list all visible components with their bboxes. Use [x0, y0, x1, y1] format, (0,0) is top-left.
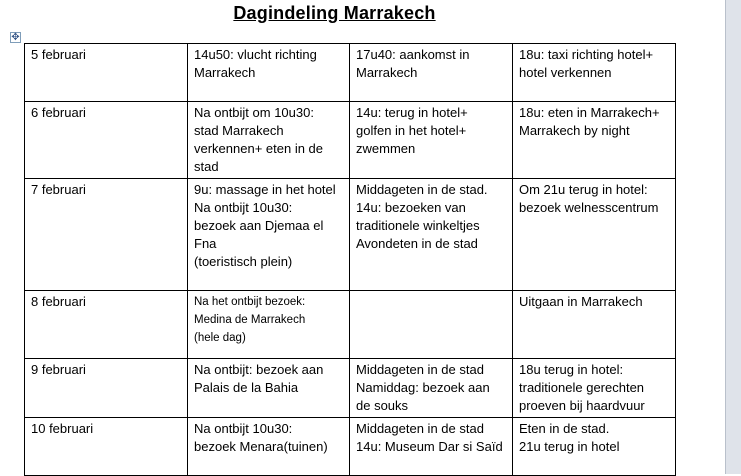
- day-cell[interactable]: [25, 418, 188, 476]
- schedule-table: [24, 43, 676, 476]
- activity-cell[interactable]: [350, 291, 513, 359]
- activity-cell[interactable]: [188, 359, 350, 418]
- table-row: [25, 291, 676, 359]
- activity-cell[interactable]: [188, 44, 350, 102]
- activity-cell[interactable]: [188, 291, 350, 359]
- activity-cell[interactable]: [188, 418, 350, 476]
- table-row: [25, 418, 676, 476]
- activity-text: Middageten in de stad. 14u: bezoeken van traditionele winkeltjes Avondeten in de stad: [356, 182, 488, 251]
- table-row: [25, 179, 676, 291]
- activity-text: Middageten in de stad 14u: Museum Dar si Saïd: [356, 421, 503, 454]
- activity-text: Na ontbijt om 10u30: stad Marrakech verkennen+ eten in de stad: [194, 105, 324, 174]
- activity-cell[interactable]: [513, 179, 676, 291]
- activity-text: Om 21u terug in hotel: bezoek welnesscentrum: [519, 182, 659, 215]
- day-cell[interactable]: [25, 291, 188, 359]
- activity-cell[interactable]: [350, 359, 513, 418]
- table-row: [25, 44, 676, 102]
- activity-text: 17u40: aankomst in Marrakech: [356, 47, 470, 80]
- activity-cell[interactable]: [350, 102, 513, 179]
- activity-cell[interactable]: [513, 291, 676, 359]
- document-title: Dagindeling Marrakech: [233, 3, 436, 23]
- day-label: 10 februari: [31, 421, 94, 436]
- activity-text: Eten in de stad. 21u terug in hotel: [519, 421, 620, 454]
- activity-cell[interactable]: [513, 44, 676, 102]
- day-label: 5 februari: [31, 47, 86, 62]
- day-label: 7 februari: [31, 182, 86, 197]
- day-cell[interactable]: [25, 44, 188, 102]
- activity-text: 18u: taxi richting hotel+ hotel verkennen: [519, 47, 654, 80]
- activity-text: Middageten in de stad Namiddag: bezoek aan de souks: [356, 362, 490, 413]
- activity-cell[interactable]: [188, 102, 350, 179]
- activity-text: 9u: massage in het hotel Na ontbijt 10u30: bezoek aan Djemaa el Fna (toeristisch plein): [194, 182, 336, 269]
- activity-text: Uitgaan in Marrakech: [519, 294, 643, 309]
- table-move-handle-icon[interactable]: ✥: [11, 32, 20, 43]
- activity-text: Na ontbijt 10u30: bezoek Menara(tuinen): [194, 421, 328, 454]
- activity-cell[interactable]: [188, 179, 350, 291]
- activity-cell[interactable]: [350, 179, 513, 291]
- activity-text: 14u: terug in hotel+ golfen in het hotel+ zwemmen: [356, 105, 468, 156]
- table-row: [25, 102, 676, 179]
- page-margin-right: [725, 0, 741, 474]
- activity-cell[interactable]: [350, 44, 513, 102]
- day-cell[interactable]: [25, 102, 188, 179]
- table-row: [25, 359, 676, 418]
- day-cell[interactable]: [25, 359, 188, 418]
- activity-text: 18u terug in hotel: traditionele gerechten proeven bij haardvuur: [519, 362, 645, 413]
- activity-text: Na ontbijt: bezoek aan Palais de la Bahia: [194, 362, 324, 395]
- activity-cell[interactable]: [513, 359, 676, 418]
- day-cell[interactable]: [25, 179, 188, 291]
- activity-cell[interactable]: [513, 102, 676, 179]
- activity-text: 18u: eten in Marrakech+ Marrakech by night: [519, 105, 660, 138]
- day-label: 6 februari: [31, 105, 86, 120]
- activity-text: 14u50: vlucht richting Marrakech: [194, 47, 317, 80]
- activity-text: Na het ontbijt bezoek: Medina de Marrakech (hele dag): [194, 296, 306, 344]
- day-label: 8 februari: [31, 294, 86, 309]
- day-label: 9 februari: [31, 362, 86, 377]
- activity-cell[interactable]: [350, 418, 513, 476]
- activity-cell[interactable]: [513, 418, 676, 476]
